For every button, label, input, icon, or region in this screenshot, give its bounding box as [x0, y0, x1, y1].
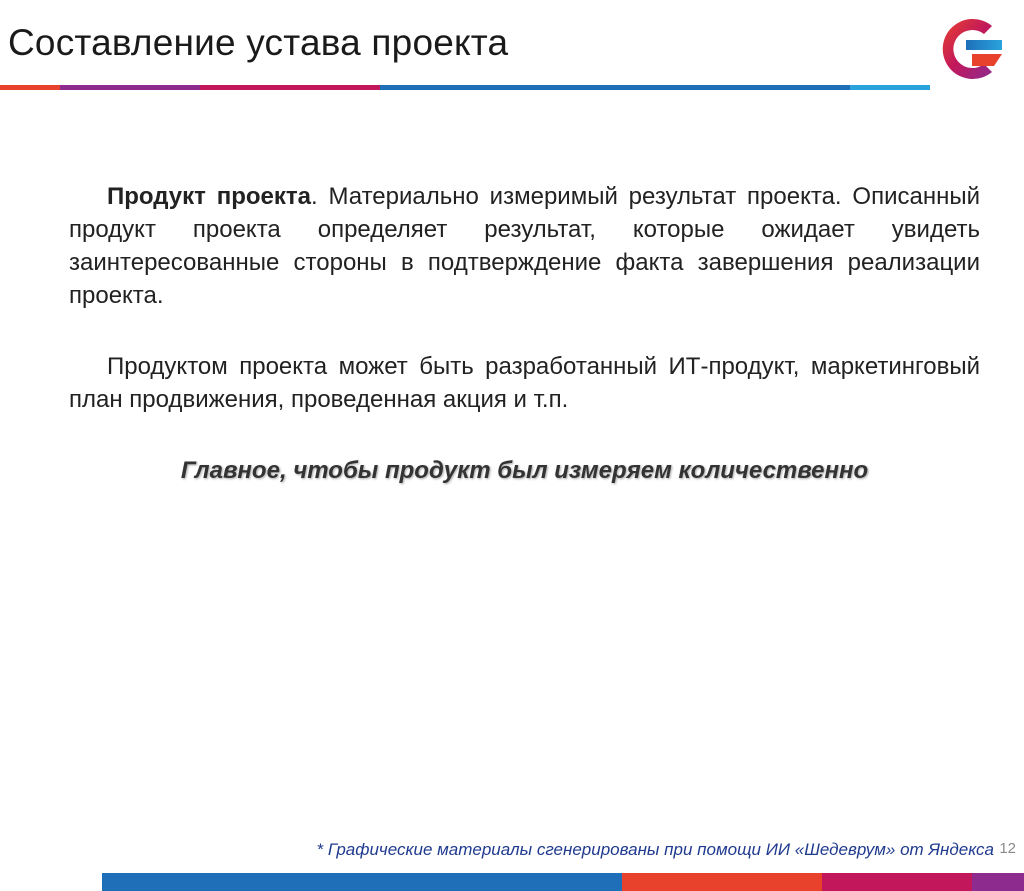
footer-bar [102, 873, 1024, 891]
divider-segment-magenta [200, 85, 380, 90]
footer-segment-red [622, 873, 822, 891]
footer-segment-blue [102, 873, 622, 891]
divider-segment-blue [380, 85, 850, 90]
header-divider [0, 85, 930, 90]
slide-title: Составление устава проекта [8, 22, 509, 63]
brand-logo-icon [932, 14, 1010, 84]
divider-segment-lightblue [850, 85, 930, 90]
divider-segment-red [0, 85, 60, 90]
divider-segment-purple [60, 85, 200, 90]
paragraph-product-definition [69, 180, 980, 312]
footer-segment-purple [972, 873, 1024, 891]
content-body [69, 180, 980, 487]
paragraph-product-examples: Продуктом проекта может быть разработанный ИТ-продукт, маркетинговый план продвижения, проведенная акция и т.п. [69, 353, 980, 413]
term-product: Продукт проекта [107, 183, 311, 210]
footer-segment-magenta [822, 873, 972, 891]
page-number: 12 [999, 840, 1016, 857]
footnote: * Графические материалы сгенерированы при помощи ИИ «Шедеврум» от Яндекса [316, 840, 994, 859]
definition-text: . Материально измеримый результат проекта. Описанный продукт проекта определяет результат, которые ожидает увидеть заинтересованные стороны в подтверждение факта завершения реализации проекта. [69, 183, 980, 309]
key-takeaway: Главное, чтобы продукт был измеряем количественно [180, 457, 869, 484]
